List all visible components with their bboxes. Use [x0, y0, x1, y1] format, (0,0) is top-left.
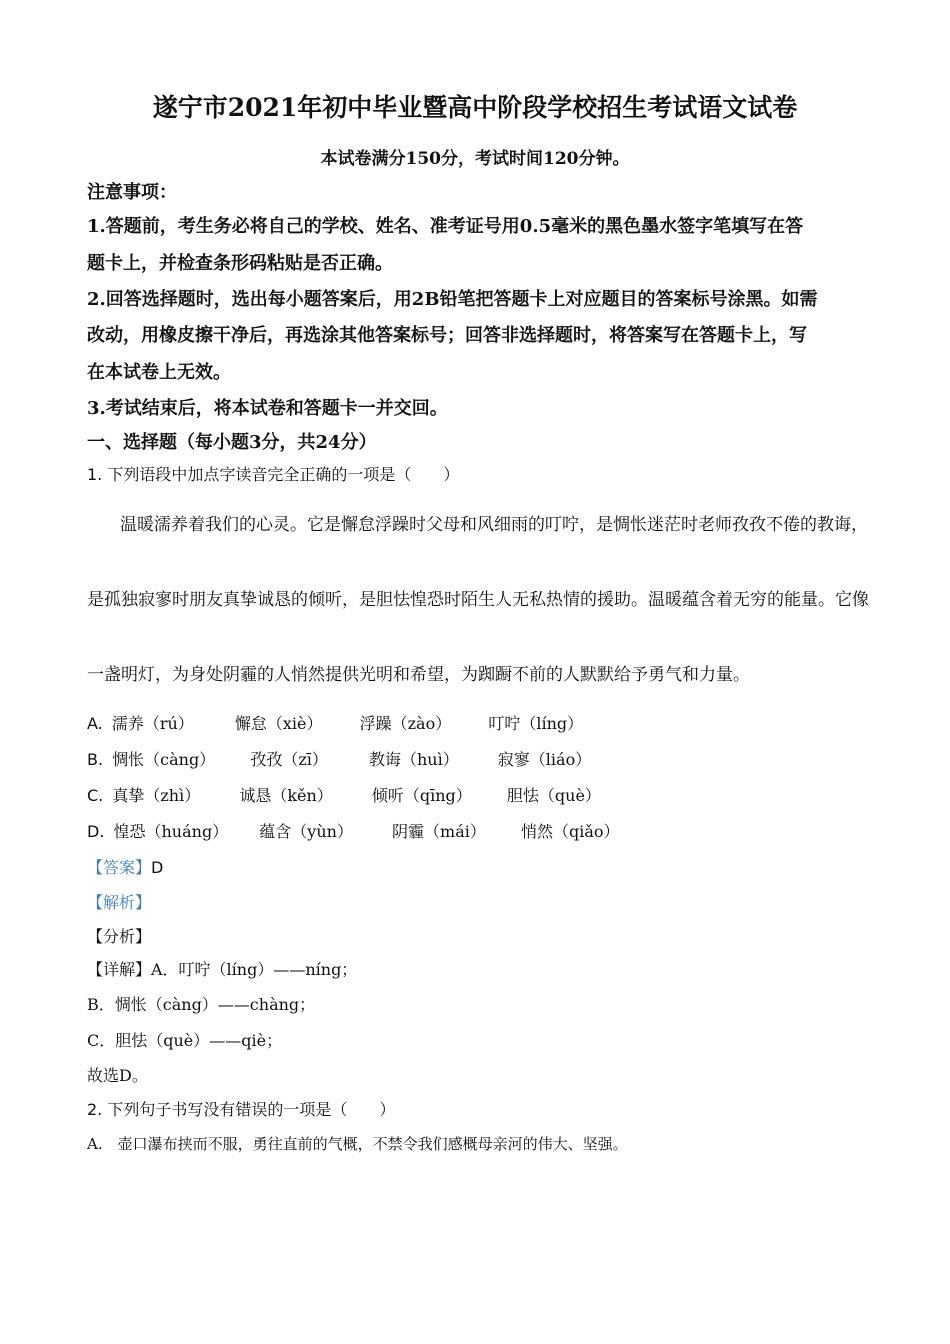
- option-item: 蕴含（yùn）: [259, 822, 353, 841]
- answer-value: D: [151, 858, 164, 877]
- question-2-stem: [87, 1097, 395, 1120]
- option-item: 倾听（qīng）: [371, 786, 472, 805]
- section-heading: 一、选择题（每小题3分，共24分）: [87, 432, 377, 453]
- option-letter: D.: [87, 822, 105, 841]
- question-text: 下列句子书写没有错误的一项是（ ）: [107, 1100, 396, 1119]
- question-number: 1.: [87, 465, 103, 484]
- option-row-b: [87, 747, 591, 770]
- option-item: 濡养（rú）: [111, 714, 194, 733]
- option-row-c: [87, 783, 601, 806]
- option-letter: C.: [87, 786, 104, 805]
- option-item: 惶恐（huáng）: [113, 822, 229, 841]
- analysis-fenxi: 【分析】: [87, 927, 152, 946]
- option-item: 悄然（qiǎo）: [520, 822, 620, 841]
- question-2-option-a: A. 壶口瀑布挟而不服，勇往直前的气概，不禁令我们感概母亲河的伟大、坚强。: [87, 1135, 628, 1153]
- detail-line: B．惆怅（càng）——chàng；: [87, 995, 316, 1014]
- question-1-stem: [87, 462, 459, 485]
- option-item: 胆怯（què）: [506, 786, 601, 805]
- option-item: 诚恳（kěn）: [239, 786, 333, 805]
- notice-line: 改动，用橡皮擦干净后，再选涂其他答案标号；回答非选择题时，将答案写在答题卡上，写: [87, 325, 807, 346]
- detail-line: 【详解】A．叮咛（líng）——níng；: [87, 960, 358, 979]
- question-number: 2.: [87, 1100, 103, 1119]
- notice-line: 1.答题前，考生务必将自己的学校、姓名、准考证号用0.5毫米的黑色墨水签字笔填写在答: [87, 216, 804, 237]
- notice-line: 题卡上，并检查条形码粘贴是否正确。: [87, 253, 393, 274]
- option-item: 叮咛（líng）: [488, 714, 584, 733]
- analysis-label: 【解析】: [87, 893, 152, 912]
- passage-line: 温暖濡养着我们的心灵。它是懈怠浮躁时父母和风细雨的叮咛，是惆怅迷茫时老师孜孜不倦的教诲，: [120, 515, 868, 535]
- option-item: 真挚（zhì）: [112, 786, 201, 805]
- option-item: 孜孜（zī）: [250, 750, 328, 769]
- notice-line: 2.回答选择题时，选出每小题答案后，用2B铅笔把答题卡上对应题目的答案标号涂黑。如需: [87, 289, 818, 310]
- notice-heading: 注意事项：: [87, 182, 177, 203]
- option-item: 阴霾（mái）: [392, 822, 486, 841]
- option-letter: A.: [87, 714, 103, 733]
- answer-label: 【答案】: [87, 858, 152, 877]
- passage-line: 一盏明灯，为身处阴霾的人悄然提供光明和希望，为踟蹰不前的人默默给予勇气和力量。: [87, 665, 750, 685]
- option-item: 寂寥（liáo）: [497, 750, 592, 769]
- exam-title: 遂宁市2021年初中毕业暨高中阶段学校招生考试语文试卷: [152, 93, 798, 122]
- option-item: 浮躁（zào）: [359, 714, 452, 733]
- notice-line: 3.考试结束后，将本试卷和答题卡一并交回。: [87, 398, 448, 419]
- question-text: 下列语段中加点字读音完全正确的一项是（ ）: [107, 465, 460, 484]
- detail-line: C．胆怯（què）——qiè；: [87, 1031, 283, 1050]
- option-row-d: [87, 819, 620, 842]
- option-row-a: [87, 711, 583, 734]
- notice-line: 在本试卷上无效。: [87, 362, 231, 383]
- answer-line: [87, 855, 163, 878]
- passage-line: 是孤独寂寥时朋友真挚诚恳的倾听，是胆怯惶恐时陌生人无私热情的援助。温暖蕴含着无穷的能量。它像: [87, 590, 869, 610]
- exam-subtitle: 本试卷满分150分，考试时间120分钟。: [320, 149, 630, 169]
- option-item: 教诲（huì）: [368, 750, 459, 769]
- detail-line: 故选D。: [87, 1066, 148, 1085]
- option-letter: B.: [87, 750, 104, 769]
- option-item: 懈怠（xiè）: [234, 714, 323, 733]
- option-item: 惆怅（càng）: [112, 750, 216, 769]
